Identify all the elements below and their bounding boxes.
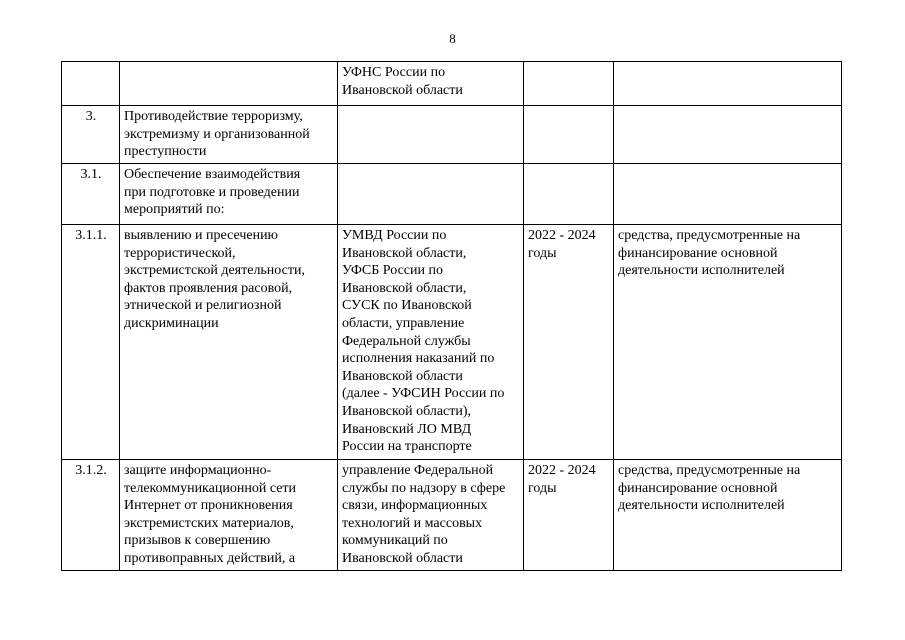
period-cell [524, 106, 614, 164]
executor-cell: управление Федеральной службы по надзору в сфере связи, информационных технологий и массовых коммуникаций по Ивановской области [338, 460, 524, 571]
row-number-cell: 3.1.1. [62, 225, 120, 460]
row-number-cell: 3. [62, 106, 120, 164]
measure-description-cell: Обеспечение взаимодействия при подготовке и проведении мероприятий по: [120, 164, 338, 225]
executor-cell: УМВД России по Ивановской области, УФСБ России по Ивановской области, СУСК по Ивановской области, управление Федеральной службы исполнения наказаний по Ивановской области (далее - УФСИН России по Ивановской области), Ивановский ЛО МВД России на транспорте [338, 225, 524, 460]
period-cell: 2022 - 2024 годы [524, 225, 614, 460]
executor-cell [338, 164, 524, 225]
measure-description-cell [120, 62, 338, 106]
funding-cell: средства, предусмотренные на финансирование основной деятельности исполнителей [614, 460, 842, 571]
measure-description-cell: защите информационно- телекоммуникационной сети Интернет от проникновения экстремистских материалов, призывов к совершению противоправных действий, а [120, 460, 338, 571]
table-row [62, 225, 842, 460]
executor-cell: УФНС России по Ивановской области [338, 62, 524, 106]
period-cell [524, 62, 614, 106]
executor-cell [338, 106, 524, 164]
table-row [62, 460, 842, 571]
measure-description-cell: Противодействие терроризму, экстремизму и организованной преступности [120, 106, 338, 164]
table-row [62, 62, 842, 106]
table-row [62, 106, 842, 164]
period-cell: 2022 - 2024 годы [524, 460, 614, 571]
measure-description-cell: выявлению и пресечению террористической, экстремистской деятельности, фактов проявления расовой, этнической и религиозной дискриминации [120, 225, 338, 460]
program-measures-table [61, 61, 842, 571]
funding-cell: средства, предусмотренные на финансирование основной деятельности исполнителей [614, 225, 842, 460]
row-number-cell: 3.1. [62, 164, 120, 225]
row-number-cell: 3.1.2. [62, 460, 120, 571]
funding-cell [614, 164, 842, 225]
period-cell [524, 164, 614, 225]
funding-cell [614, 62, 842, 106]
funding-cell [614, 106, 842, 164]
row-number-cell [62, 62, 120, 106]
table-row [62, 164, 842, 225]
page-number: 8 [449, 31, 456, 46]
